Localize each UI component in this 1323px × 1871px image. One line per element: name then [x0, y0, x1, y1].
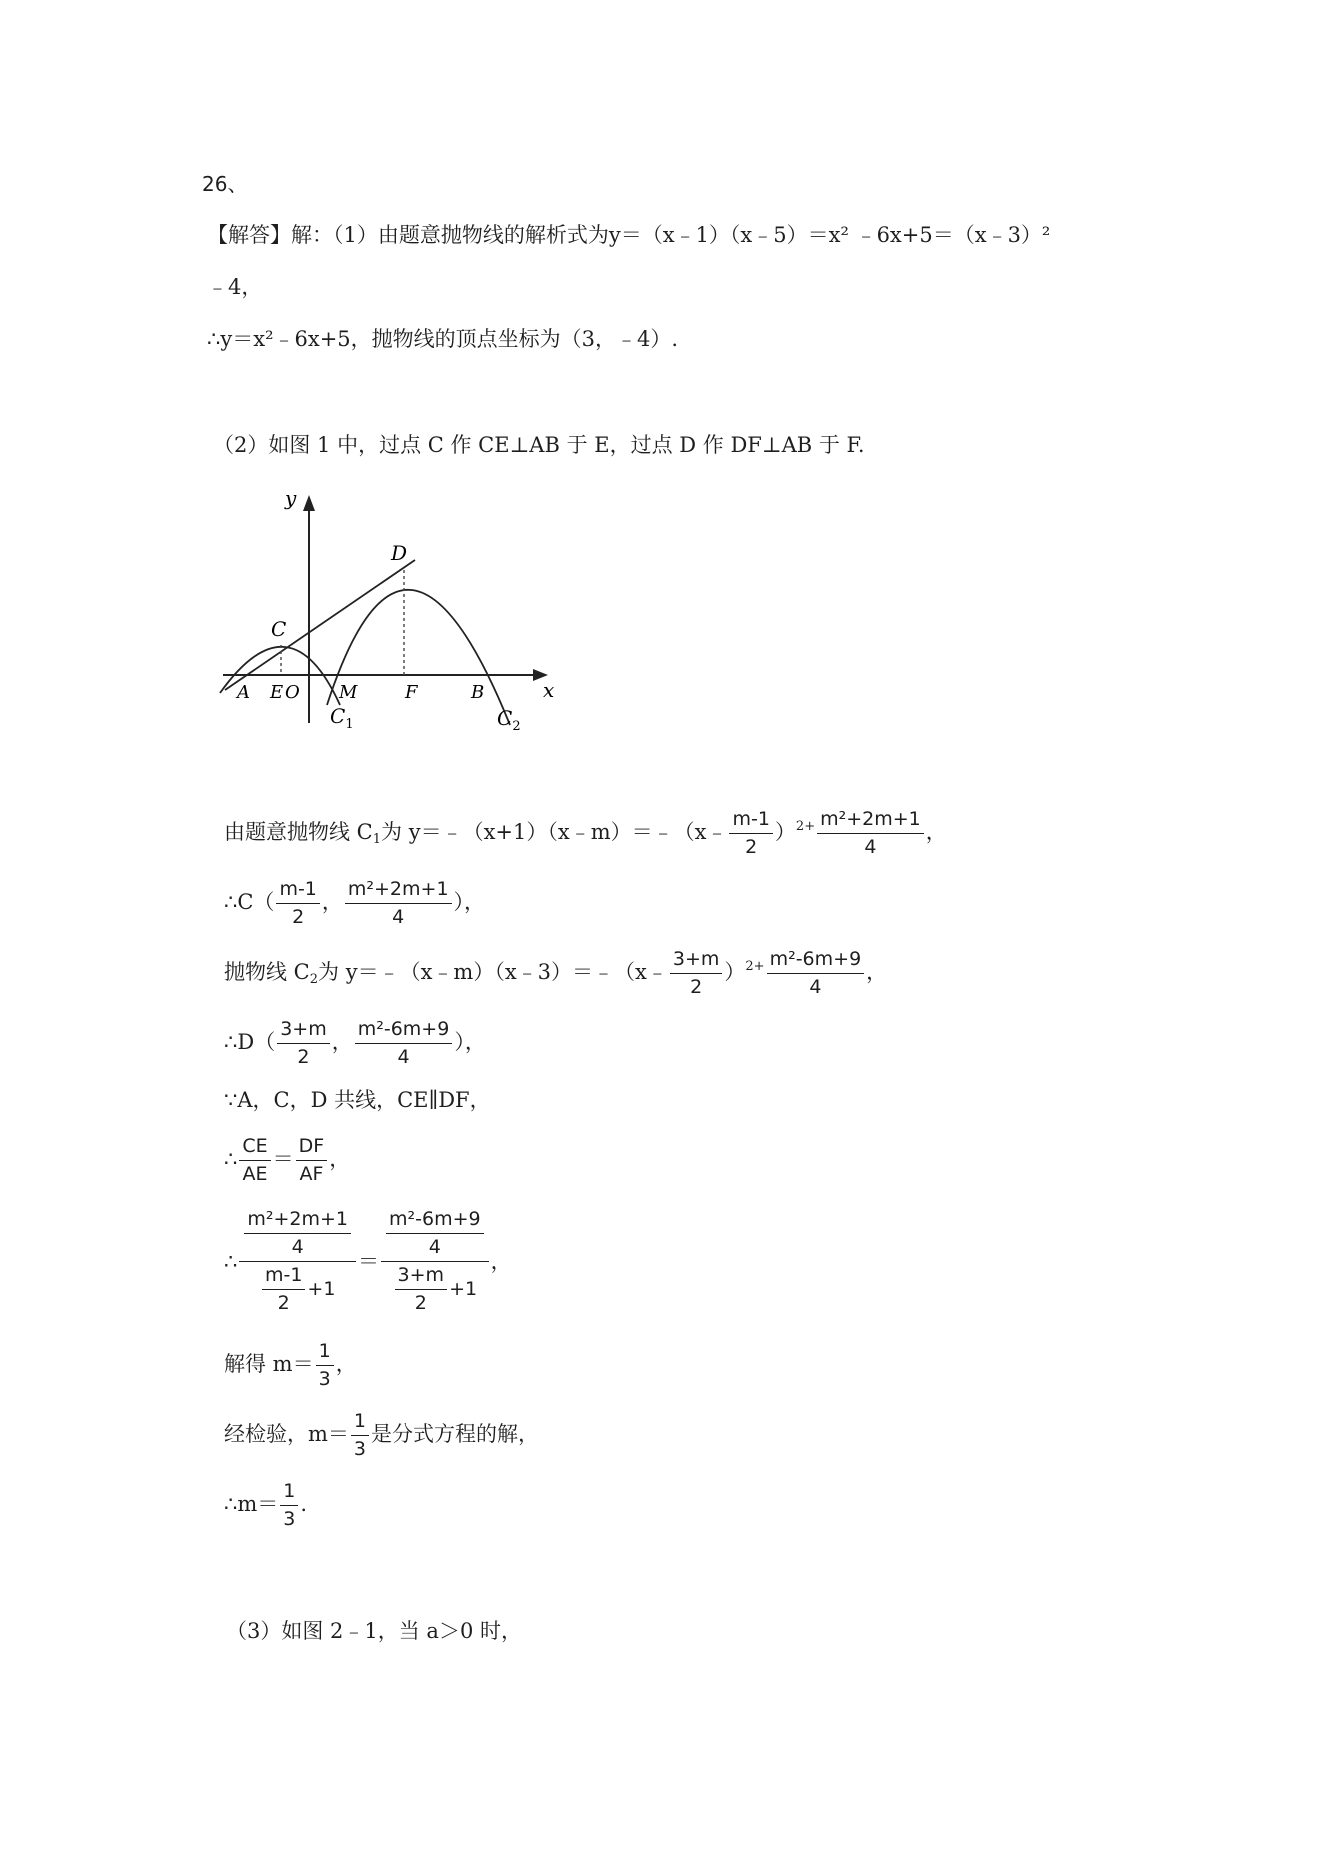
p2-l8-prefix: 解得 m＝	[224, 1352, 314, 1376]
part1-lead: 【解答】解：（1）由题意抛物线的解析式为	[207, 223, 609, 247]
label-a: A	[237, 682, 250, 703]
label-m: M	[339, 682, 358, 703]
part1-line1	[207, 222, 1050, 248]
parabola-c2	[327, 590, 510, 725]
p2-l3-frac1: $\frac{3+m}{2}$	[670, 946, 723, 1001]
p2-l1-frac1: $\frac{m-1}{2}$	[729, 806, 772, 861]
part1-line2: ﹣4，	[207, 275, 263, 299]
p2-l6-prefix: ∴	[224, 1147, 238, 1171]
label-c: C	[271, 617, 287, 641]
p2-l6-frac2: $\frac{DF}{AF}$	[296, 1133, 328, 1188]
p2-l3-prefix: 抛物线 C	[224, 960, 310, 984]
p2-l4-frac1: $\frac{3+m}{2}$	[277, 1016, 330, 1071]
p2-l8-frac: $\frac{1}{3}$	[316, 1338, 334, 1393]
part1-line3: ∴y＝x²﹣6x+5，抛物线的顶点坐标为（3，﹣4）.	[207, 327, 679, 351]
label-d: D	[391, 541, 408, 565]
label-y: y	[285, 486, 297, 510]
p2-line1: 由题意抛物线 $C_1$为 y＝﹣（x+1）（x﹣m）＝﹣（x﹣ $\frac{m-1}{2}$ ）$^{2+}$ $\frac{\text{m²+2m+1}}{4}$ ，	[224, 806, 947, 861]
p2-line2: ∴C（ $\frac{m-1}{2}$ ， $\frac{\text{m²+2m+1}}{4}$ ），	[224, 876, 485, 931]
p2-l4-frac2: $\frac{\text{m²-6m+9}}{4}$	[355, 1016, 453, 1071]
p2-l2-frac2: $\frac{\text{m²+2m+1}}{4}$	[345, 876, 452, 931]
part3-intro: （3）如图 2﹣1，当 a＞0 时，	[226, 1619, 522, 1643]
p2-line3: 抛物线 $C_2$为 y＝﹣（x﹣m）（x﹣3）＝﹣（x﹣ $\frac{3+m}{2}$ ）$^{2+}$ $\frac{\text{m²-6m+9}}{4}$ ，	[224, 946, 887, 1001]
label-c2: $C_2$	[497, 706, 521, 734]
p2-line10: ∴m＝ $\frac{1}{3}$ .	[224, 1478, 307, 1533]
p2-line5: ∵A，C，D 共线，CE∥DF，	[224, 1088, 491, 1112]
p2-l10-frac: $\frac{1}{3}$	[280, 1478, 298, 1533]
p2-line7: ∴ $\frac{\text{m²+2m+1}}{4}$ $\frac{m-1}{2}$ +1 ＝ $\frac{\text{m²-6m+9}}{4}$ $\frac{3+m}{2}$ +1 ，	[224, 1206, 512, 1317]
p2-l4-prefix: ∴D（	[224, 1030, 276, 1054]
p2-line4: ∴D（ $\frac{3+m}{2}$ ， $\frac{\text{m²-6m+9}}{4}$ ），	[224, 1016, 486, 1071]
p2-line6: ∴ $\frac{CE}{AE}$ ＝ $\frac{DF}{AF}$ ，	[224, 1133, 350, 1188]
figure-1	[215, 485, 560, 735]
p2-l1-mid: 为 y＝﹣（x+1）（x﹣m）＝﹣（x﹣	[381, 820, 728, 844]
y-axis-arrow	[303, 495, 315, 511]
label-x: x	[543, 678, 555, 702]
label-c1: $C_1$	[330, 704, 354, 732]
problem-number: 26、	[202, 172, 248, 196]
part1-formula: y＝（x﹣1）（x﹣5）＝x² ﹣6x+5＝（x﹣3）²	[608, 223, 1051, 247]
p2-l2-prefix: ∴C（	[224, 890, 275, 914]
p2-l10-prefix: ∴m＝	[224, 1492, 279, 1516]
p2-line8: 解得 m＝ $\frac{1}{3}$ ，	[224, 1338, 357, 1393]
label-e: E	[270, 682, 284, 703]
p2-l9-prefix: 经检验，m＝	[224, 1422, 349, 1446]
p2-l3-mid: 为 y＝﹣（x﹣m）（x﹣3）＝﹣（x﹣	[318, 960, 668, 984]
p2-l9-frac: $\frac{1}{3}$	[351, 1408, 369, 1463]
label-f: F	[405, 682, 418, 703]
p2-l6-frac1: $\frac{CE}{AE}$	[239, 1133, 270, 1188]
p2-line9	[224, 1408, 539, 1463]
p2-l1-prefix: 由题意抛物线 C	[224, 820, 373, 844]
label-o: O	[285, 682, 300, 703]
p2-l7-right: $\frac{\text{m²-6m+9}}{4}$ $\frac{3+m}{2}$ +1	[381, 1206, 489, 1317]
p2-l7-d: $\frac{3+m}{2}$	[395, 1262, 448, 1317]
p2-l3-frac2: $\frac{\text{m²-6m+9}}{4}$	[767, 946, 865, 1001]
label-b: B	[471, 682, 485, 703]
p2-l7-b: $\frac{m-1}{2}$	[262, 1262, 305, 1317]
p2-l2-frac1: $\frac{m-1}{2}$	[276, 876, 319, 931]
p2-l7-prefix: ∴	[224, 1249, 238, 1274]
p2-l7-left: $\frac{\text{m²+2m+1}}{4}$ $\frac{m-1}{2}$ +1	[239, 1206, 356, 1317]
part2-intro: （2）如图 1 中，过点 C 作 CE⊥AB 于 E，过点 D 作 DF⊥AB 于 F.	[213, 433, 865, 457]
p2-l7-a: $\frac{\text{m²+2m+1}}{4}$	[244, 1206, 351, 1261]
p2-l7-c: $\frac{\text{m²-6m+9}}{4}$	[386, 1206, 484, 1261]
p2-l9-suffix: 是分式方程的解，	[371, 1422, 540, 1446]
p2-l3-sq: 2+	[745, 959, 765, 974]
p2-l1-frac2: $\frac{\text{m²+2m+1}}{4}$	[817, 806, 924, 861]
p2-l1-sq: 2+	[795, 819, 816, 834]
